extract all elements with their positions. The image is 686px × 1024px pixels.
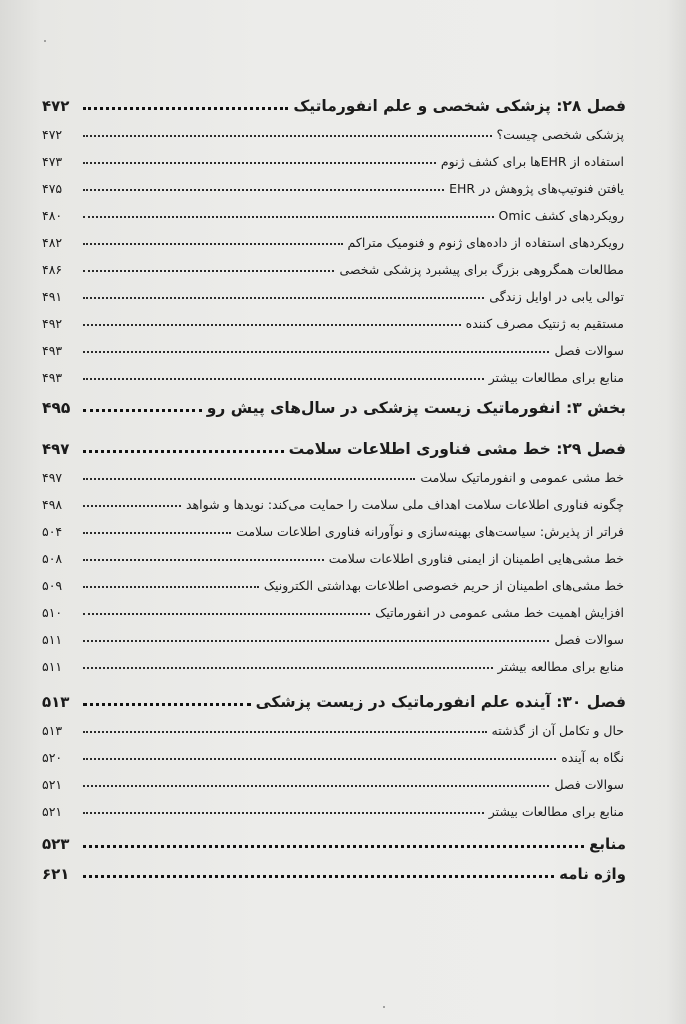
toc-entry[interactable] [42, 358, 626, 385]
page-number: ۵۱۱ [42, 659, 63, 674]
dot-leader [83, 216, 494, 218]
page-number: ۵۰۹ [42, 578, 63, 593]
dot-leader [83, 785, 549, 787]
entry-title: رویکردهای استفاده از داده‌های ژنوم و فنومیک متراکم [347, 235, 624, 250]
references-title: منابع [589, 835, 626, 853]
entry-title: رویکردهای کشف Omic [498, 208, 624, 223]
page-number: ۵۲۰ [42, 750, 63, 765]
entry-title: مستقیم به ژنتیک مصرف کننده [465, 316, 624, 331]
toc-entry[interactable] [42, 593, 626, 620]
page-number: ۵۲۳ [42, 835, 70, 853]
entry-title: خط مشی‌هایی اطمینان از ایمنی فناوری اطلاعات سلامت [328, 551, 624, 566]
chapter-title: فصل ۳۰: آینده علم انفورماتیک در زیست پزشکی [255, 693, 626, 711]
page-number: ۴۹۷ [42, 440, 70, 458]
table-of-contents [42, 82, 626, 883]
page-number: ۵۰۸ [42, 551, 63, 566]
dot-leader [83, 703, 251, 706]
page-number: ۵۱۰ [42, 605, 63, 620]
toc-part-3[interactable] [42, 385, 626, 417]
toc-entry[interactable] [42, 142, 626, 169]
toc-entry[interactable] [42, 223, 626, 250]
part-title: بخش ۳: انفورماتیک زیست پزشکی در سال‌های پیش رو [206, 399, 626, 417]
entry-title: پزشکی شخصی چیست؟ [496, 127, 624, 142]
dot-leader [83, 875, 554, 878]
chapter-title: فصل ۲۹: خط مشی فناوری اطلاعات سلامت [288, 440, 626, 458]
dot-leader [83, 586, 259, 588]
toc-entry[interactable] [42, 458, 626, 485]
paper-speck [383, 1006, 385, 1008]
toc-entry[interactable] [42, 620, 626, 647]
page-number: ۴۷۵ [42, 181, 63, 196]
page-edge-shadow [666, 0, 686, 1024]
toc-glossary[interactable] [42, 853, 626, 883]
page-number: ۴۹۳ [42, 370, 63, 385]
page-number: ۴۹۱ [42, 289, 63, 304]
toc-entry[interactable] [42, 277, 626, 304]
toc-entry[interactable] [42, 304, 626, 331]
page-number: ۶۲۱ [42, 865, 70, 883]
toc-entry[interactable] [42, 711, 626, 738]
entry-title: سوالات فصل [554, 777, 624, 792]
entry-title: سوالات فصل [554, 632, 624, 647]
page-number: ۵۱۱ [42, 632, 63, 647]
page-number: ۴۷۳ [42, 154, 63, 169]
dot-leader [83, 505, 181, 507]
dot-leader [83, 731, 487, 733]
page-number: ۴۹۲ [42, 316, 63, 331]
dot-leader [83, 107, 288, 110]
page-number: ۵۱۳ [42, 693, 70, 711]
chapter-title: فصل ۲۸: پزشکی شخصی و علم انفورماتیک [293, 97, 626, 115]
page-number: ۵۲۱ [42, 804, 63, 819]
toc-entry[interactable] [42, 196, 626, 223]
toc-entry[interactable] [42, 539, 626, 566]
toc-entry[interactable] [42, 169, 626, 196]
page-number: ۴۷۲ [42, 127, 63, 142]
dot-leader [83, 532, 231, 534]
entry-title: توالی یابی در اوایل زندگی [489, 289, 624, 304]
page-number: ۴۸۰ [42, 208, 63, 223]
dot-leader [83, 270, 334, 272]
dot-leader [83, 559, 324, 561]
entry-title: افزایش اهمیت خط مشی عمومی در انفورماتیک [375, 605, 624, 620]
spacer [42, 417, 626, 425]
page-number: ۴۷۲ [42, 97, 70, 115]
toc-chapter-30[interactable] [42, 678, 626, 711]
page-number: ۵۰۴ [42, 524, 63, 539]
dot-leader [83, 351, 549, 353]
toc-entry[interactable] [42, 485, 626, 512]
entry-title: منابع برای مطالعات بیشتر [488, 370, 624, 385]
entry-title: منابع برای مطالعات بیشتر [488, 804, 624, 819]
page-number: ۵۱۳ [42, 723, 63, 738]
page-number: ۴۹۳ [42, 343, 63, 358]
toc-entry[interactable] [42, 566, 626, 593]
entry-title: سوالات فصل [554, 343, 624, 358]
page-number: ۴۸۲ [42, 235, 63, 250]
toc-entry[interactable] [42, 512, 626, 539]
dot-leader [83, 135, 492, 137]
dot-leader [83, 667, 493, 669]
dot-leader [83, 409, 202, 412]
dot-leader [83, 324, 461, 326]
entry-title: خط مشی‌های اطمینان از حریم خصوصی اطلاعات بهداشتی الکترونیک [263, 578, 624, 593]
entry-title: چگونه فناوری اطلاعات سلامت اهداف ملی سلامت را حمایت می‌کند: نویدها و شواهد [186, 497, 624, 512]
paper-speck [44, 40, 46, 42]
toc-entry[interactable] [42, 647, 626, 674]
entry-title: منابع برای مطالعه بیشتر [497, 659, 624, 674]
entry-title: مطالعات همگروهی بزرگ برای پیشبرد پزشکی شخصی [339, 262, 624, 277]
dot-leader [83, 450, 284, 453]
dot-leader [83, 243, 343, 245]
entry-title: حال و تکامل آن از گذشته [491, 723, 624, 738]
entry-title: استفاده از EHRها برای کشف ژنوم [440, 154, 624, 169]
toc-entry[interactable] [42, 792, 626, 819]
toc-entry[interactable] [42, 738, 626, 765]
glossary-title: واژه نامه [559, 865, 626, 883]
entry-title: یافتن فنوتیپ‌های پژوهش در EHR [449, 181, 624, 196]
dot-leader [83, 162, 436, 164]
dot-leader [83, 478, 415, 480]
dot-leader [83, 812, 484, 814]
dot-leader [83, 297, 484, 299]
dot-leader [83, 378, 484, 380]
toc-entry[interactable] [42, 115, 626, 142]
dot-leader [83, 613, 370, 615]
page-number: ۴۹۸ [42, 497, 63, 512]
entry-title: نگاه به آینده [561, 750, 624, 765]
entry-title: فراتر از پذیرش: سیاست‌های بهینه‌سازی و نوآورانه فناوری اطلاعات سلامت [236, 524, 624, 539]
dot-leader [83, 758, 556, 760]
toc-entry[interactable] [42, 250, 626, 277]
entry-title: خط مشی عمومی و انفورماتیک سلامت [420, 470, 624, 485]
page-number: ۴۹۷ [42, 470, 63, 485]
page-number: ۵۲۱ [42, 777, 63, 792]
dot-leader [83, 640, 549, 642]
toc-chapter-28[interactable] [42, 82, 626, 115]
page-number: ۴۹۵ [42, 399, 71, 417]
toc-chapter-29[interactable] [42, 425, 626, 458]
toc-entry[interactable] [42, 765, 626, 792]
toc-references[interactable] [42, 823, 626, 853]
page-number: ۴۸۶ [42, 262, 63, 277]
dot-leader [83, 845, 584, 848]
toc-entry[interactable] [42, 331, 626, 358]
dot-leader [83, 189, 444, 191]
